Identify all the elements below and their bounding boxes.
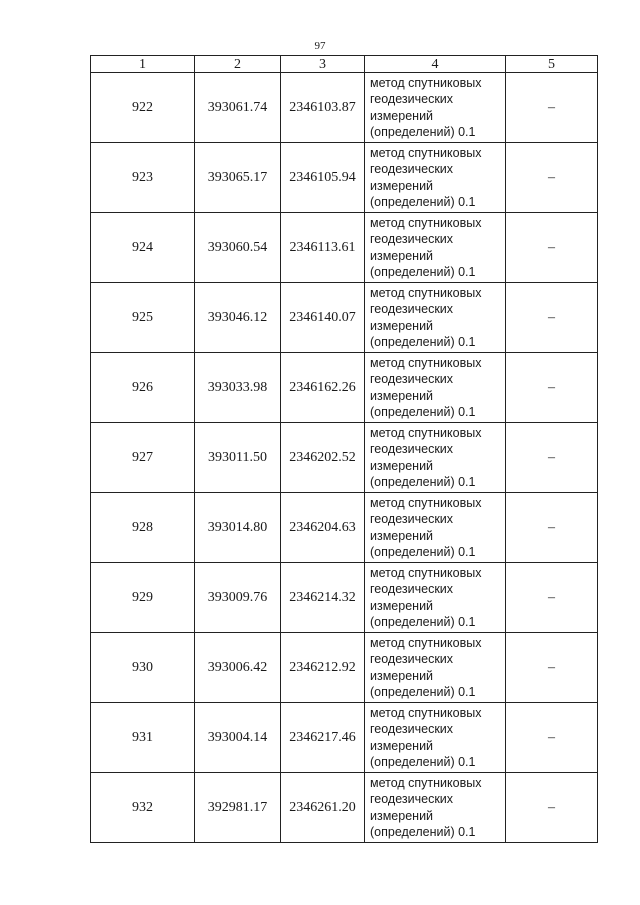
method-line: (определений) 0.1 [370,685,476,699]
point-number-cell: 923 [91,143,195,213]
method-line: метод спутниковых [370,215,482,230]
note-cell: – [506,143,598,213]
method-cell [365,703,506,773]
column-header-4: 4 [365,56,506,73]
y-coordinate-cell: 2346214.32 [281,563,365,633]
method-cell [365,633,506,703]
method-line: измерений [370,598,434,613]
table-row [91,563,598,633]
method-cell [365,213,506,283]
method-line: измерений [370,318,434,333]
method-line: геодезических [370,442,454,456]
y-coordinate-cell: 2346204.63 [281,493,365,563]
method-line: геодезических [370,92,454,106]
method-line: геодезических [370,232,454,246]
method-line: измерений [370,808,434,823]
method-cell [365,563,506,633]
table-row [91,283,598,353]
table-row [91,423,598,493]
method-line: (определений) 0.1 [370,195,476,209]
y-coordinate-cell: 2346105.94 [281,143,365,213]
x-coordinate-cell: 393060.54 [195,213,281,283]
method-line: (определений) 0.1 [370,545,476,559]
method-line: геодезических [370,652,454,666]
method-line: метод спутниковых [370,495,482,510]
method-line: метод спутниковых [370,775,482,790]
method-line: (определений) 0.1 [370,615,476,629]
x-coordinate-cell: 393061.74 [195,73,281,143]
method-line: (определений) 0.1 [370,265,476,279]
method-line: метод спутниковых [370,425,482,440]
page-number: 97 [314,40,326,52]
method-line: метод спутниковых [370,355,482,370]
method-line: (определений) 0.1 [370,335,476,349]
column-header-3: 3 [281,56,365,73]
method-cell [365,493,506,563]
method-line: (определений) 0.1 [370,755,476,769]
point-number-cell: 932 [91,773,195,843]
y-coordinate-cell: 2346202.52 [281,423,365,493]
note-cell: – [506,633,598,703]
table-row [91,493,598,563]
y-coordinate-cell: 2346103.87 [281,73,365,143]
method-line: (определений) 0.1 [370,405,476,419]
table-row [91,703,598,773]
method-line: измерений [370,738,434,753]
point-number-cell: 927 [91,423,195,493]
note-cell: – [506,703,598,773]
note-cell: – [506,213,598,283]
method-line: метод спутниковых [370,565,482,580]
table-row [91,213,598,283]
method-cell [365,423,506,493]
y-coordinate-cell: 2346113.61 [281,213,365,283]
point-number-cell: 925 [91,283,195,353]
table-row [91,143,598,213]
x-coordinate-cell: 393009.76 [195,563,281,633]
method-line: геодезических [370,722,454,736]
note-cell: – [506,353,598,423]
point-number-cell: 928 [91,493,195,563]
method-line: метод спутниковых [370,285,482,300]
method-line: геодезических [370,792,454,806]
point-number-cell: 931 [91,703,195,773]
column-header-2: 2 [195,56,281,73]
x-coordinate-cell: 393011.50 [195,423,281,493]
point-number-cell: 924 [91,213,195,283]
note-cell: – [506,773,598,843]
method-cell [365,353,506,423]
x-coordinate-cell: 393033.98 [195,353,281,423]
method-cell [365,73,506,143]
method-line: геодезических [370,512,454,526]
method-line: измерений [370,178,434,193]
column-header-5: 5 [506,56,598,73]
column-header-1: 1 [91,56,195,73]
point-number-cell: 929 [91,563,195,633]
point-number-cell: 926 [91,353,195,423]
table-row [91,73,598,143]
x-coordinate-cell: 393065.17 [195,143,281,213]
method-line: измерений [370,248,434,263]
table-row [91,773,598,843]
method-line: метод спутниковых [370,705,482,720]
y-coordinate-cell: 2346212.92 [281,633,365,703]
method-line: геодезических [370,302,454,316]
method-cell [365,283,506,353]
method-line: (определений) 0.1 [370,125,476,139]
note-cell: – [506,73,598,143]
y-coordinate-cell: 2346261.20 [281,773,365,843]
x-coordinate-cell: 393014.80 [195,493,281,563]
method-line: метод спутниковых [370,635,482,650]
method-line: метод спутниковых [370,145,482,160]
table-header-row [91,56,598,73]
y-coordinate-cell: 2346217.46 [281,703,365,773]
note-cell: – [506,493,598,563]
method-line: измерений [370,528,434,543]
note-cell: – [506,283,598,353]
method-line: (определений) 0.1 [370,825,476,839]
method-line: геодезических [370,162,454,176]
x-coordinate-cell: 392981.17 [195,773,281,843]
point-number-cell: 930 [91,633,195,703]
table-row [91,633,598,703]
method-line: измерений [370,458,434,473]
x-coordinate-cell: 393004.14 [195,703,281,773]
method-line: измерений [370,388,434,403]
method-line: измерений [370,668,434,683]
method-cell [365,773,506,843]
note-cell: – [506,423,598,493]
method-line: метод спутниковых [370,75,482,90]
method-line: (определений) 0.1 [370,475,476,489]
method-cell [365,143,506,213]
y-coordinate-cell: 2346140.07 [281,283,365,353]
method-line: геодезических [370,372,454,386]
note-cell: – [506,563,598,633]
x-coordinate-cell: 393046.12 [195,283,281,353]
y-coordinate-cell: 2346162.26 [281,353,365,423]
x-coordinate-cell: 393006.42 [195,633,281,703]
table-body [91,73,598,843]
table-row [91,353,598,423]
method-line: измерений [370,108,434,123]
point-number-cell: 922 [91,73,195,143]
coordinates-table [90,55,598,843]
method-line: геодезических [370,582,454,596]
